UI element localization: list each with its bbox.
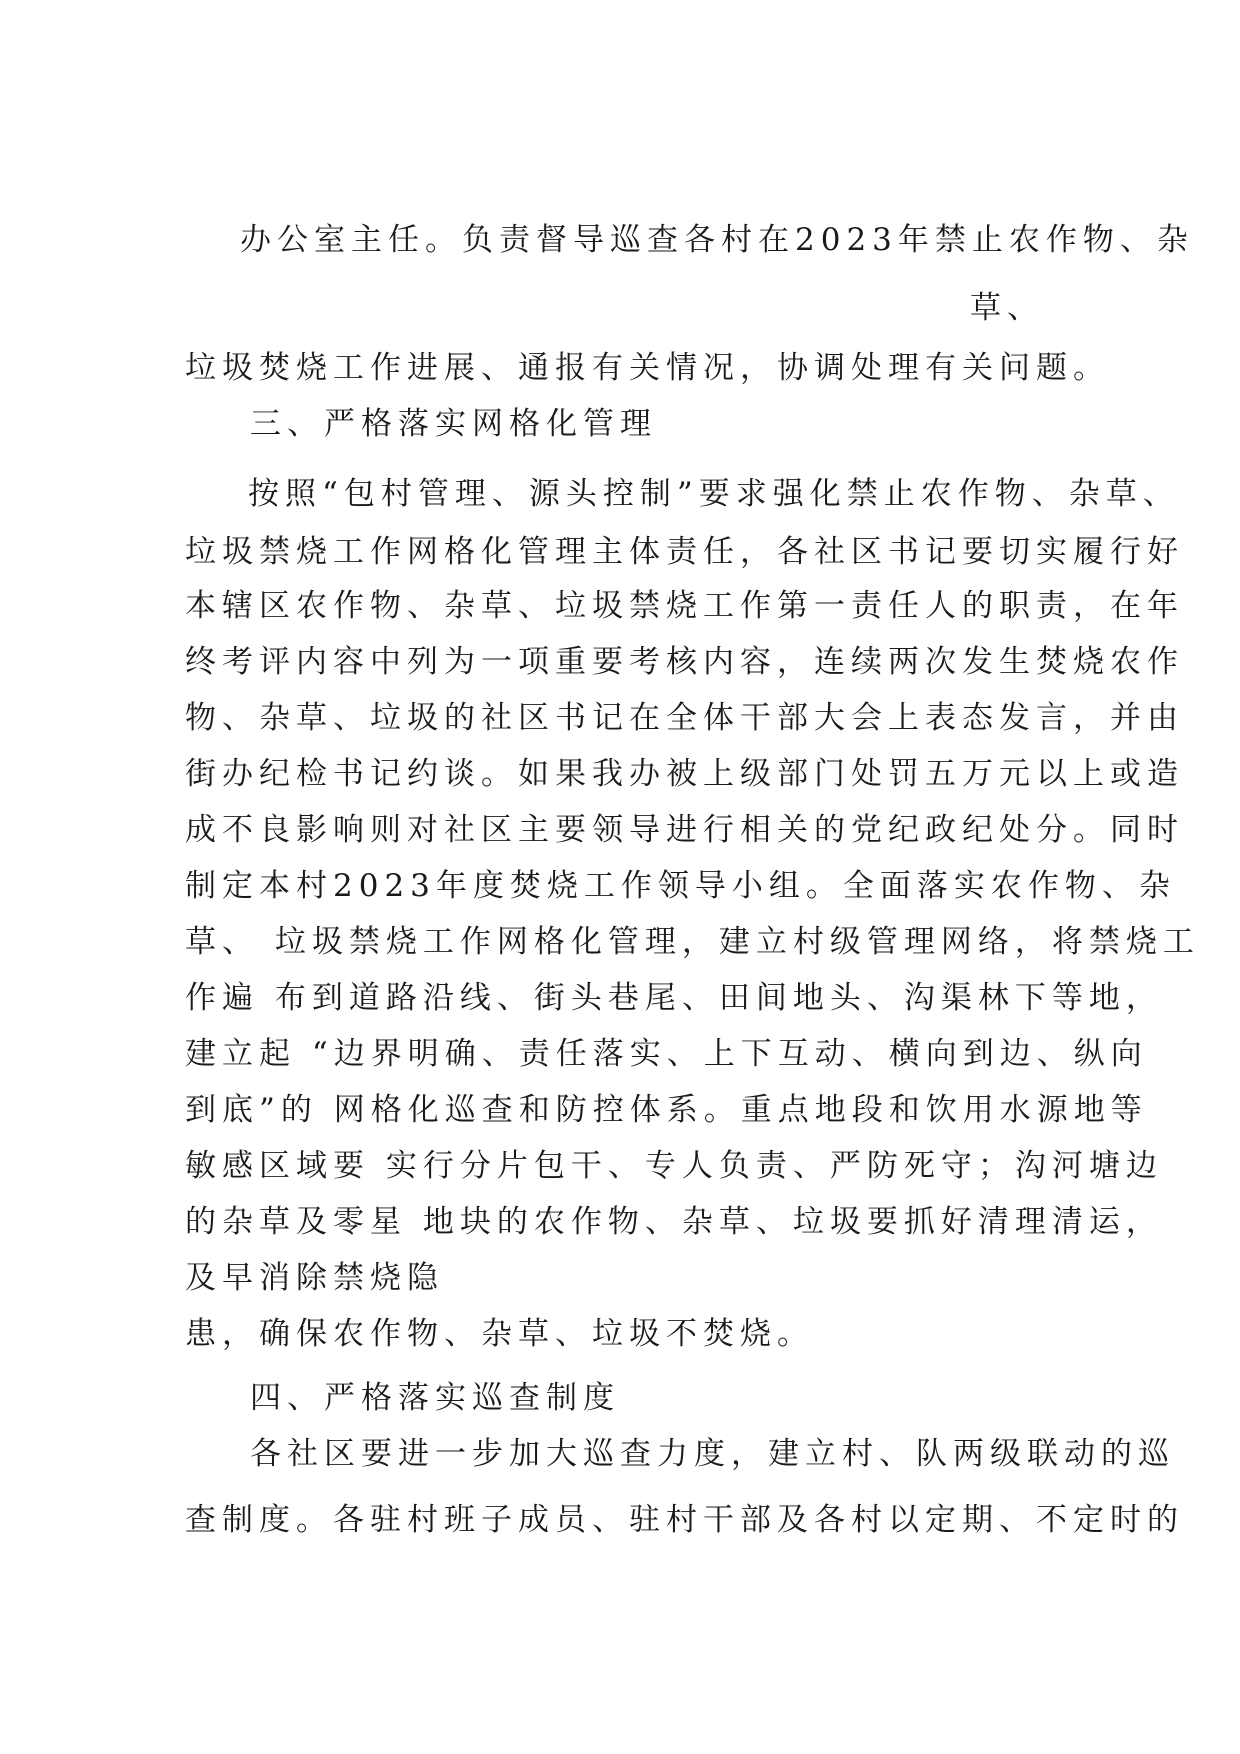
paragraph-line: 到底”的 网格化巡查和防控体系。重点地段和饮用水源地等 <box>185 1092 1148 1128</box>
paragraph-line: 本辖区农作物、杂草、垃圾禁烧工作第一责任人的职责，在年 <box>185 588 1184 624</box>
paragraph-line: 患，确保农作物、杂草、垃圾不焚烧。 <box>185 1316 814 1352</box>
paragraph-line: 成不良影响则对社区主要领导进行相关的党纪政纪处分。同时 <box>185 812 1184 848</box>
paragraph-line: 及早消除禁烧隐 <box>185 1260 444 1296</box>
paragraph-line: 终考评内容中列为一项重要考核内容，连续两次发生焚烧农作 <box>185 644 1184 680</box>
paragraph-line: 垃圾焚烧工作进展、通报有关情况，协调处理有关问题。 <box>185 350 1110 386</box>
section-heading: 四、严格落实巡查制度 <box>250 1380 620 1416</box>
paragraph-line: 草、 垃圾禁烧工作网格化管理，建立村级管理网络，将禁烧工 <box>185 924 1200 960</box>
paragraph-line: 办公室主任。负责督导巡查各村在2023年禁止农作物、杂 <box>240 222 1194 258</box>
paragraph-line: 建立起 “边界明确、责任落实、上下互动、横向到边、纵向 <box>185 1036 1148 1072</box>
section-heading: 三、严格落实网格化管理 <box>250 406 657 442</box>
paragraph-line: 作遍 布到道路沿线、街头巷尾、田间地头、沟渠林下等地， <box>185 980 1163 1016</box>
paragraph-line: 物、杂草、垃圾的社区书记在全体干部大会上表态发言，并由 <box>185 700 1184 736</box>
paragraph-line: 按照“包村管理、源头控制”要求强化禁止农作物、杂草、 <box>248 476 1180 512</box>
paragraph-line: 街办纪检书记约谈。如果我办被上级部门处罚五万元以上或造 <box>185 756 1184 792</box>
paragraph-line: 草、 <box>970 290 1044 326</box>
paragraph-line: 的杂草及零星 地块的农作物、杂草、垃圾要抓好清理清运， <box>185 1204 1163 1240</box>
paragraph-line: 敏感区域要 实行分片包干、专人负责、严防死守；沟河塘边 <box>185 1148 1163 1184</box>
paragraph-line: 制定本村2023年度焚烧工作领导小组。全面落实农作物、杂 <box>185 868 1176 904</box>
paragraph-line: 查制度。各驻村班子成员、驻村干部及各村以定期、不定时的 <box>185 1502 1184 1538</box>
paragraph-line: 各社区要进一步加大巡查力度，建立村、队两级联动的巡 <box>250 1436 1175 1472</box>
paragraph-line: 垃圾禁烧工作网格化管理主体责任，各社区书记要切实履行好 <box>185 534 1184 570</box>
